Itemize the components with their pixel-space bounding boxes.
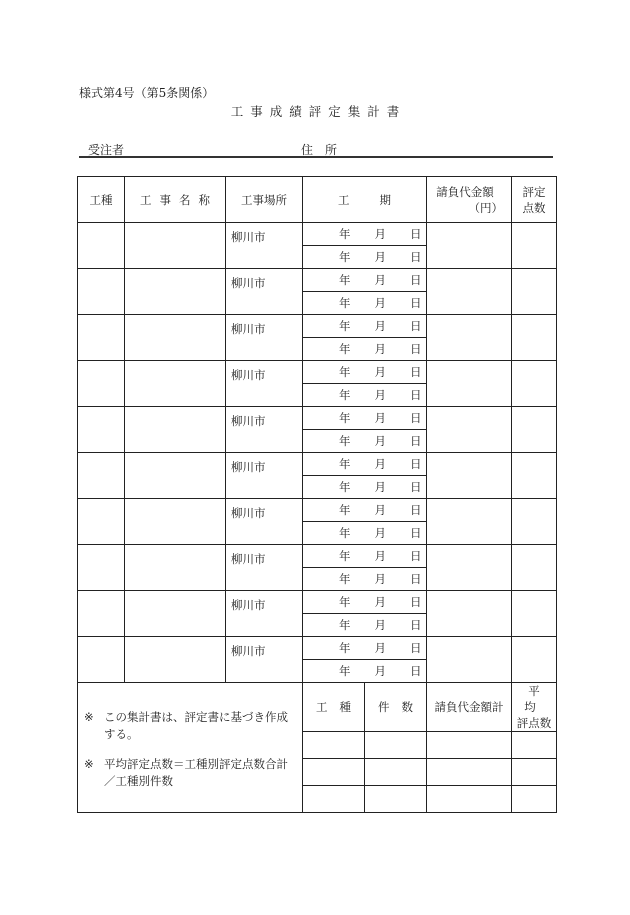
orderer-label: 受注者 bbox=[88, 143, 125, 157]
table-row bbox=[78, 361, 557, 384]
period-end-date bbox=[303, 384, 427, 407]
period-end-month-label: 月 bbox=[374, 526, 386, 540]
cell-work-type bbox=[78, 315, 125, 361]
summary-header-amount-total: 請負代金額計 bbox=[427, 683, 512, 732]
table-row bbox=[78, 407, 557, 430]
cell-work-name bbox=[125, 269, 226, 315]
period-start-year-label: 年 bbox=[339, 273, 351, 287]
period-end-day-label: 日 bbox=[410, 342, 422, 356]
summary-cell-count bbox=[365, 759, 427, 786]
cell-score bbox=[512, 637, 557, 683]
cell-work-location: 柳川市 bbox=[226, 453, 303, 499]
period-end-day-label: 日 bbox=[410, 572, 422, 586]
period-end-day-label: 日 bbox=[410, 664, 422, 678]
summary-cell-amount-total bbox=[427, 786, 512, 813]
period-start-day-label: 日 bbox=[410, 595, 422, 609]
period-end-day-label: 日 bbox=[410, 480, 422, 494]
cell-score bbox=[512, 407, 557, 453]
cell-contract-amount bbox=[427, 361, 512, 407]
period-end-day-label: 日 bbox=[410, 526, 422, 540]
cell-work-type bbox=[78, 407, 125, 453]
document-title: 工事成績評定集計書 bbox=[230, 104, 407, 119]
period-start-date bbox=[303, 223, 427, 246]
note-text: この集計書は、評定書に基づき作成する。 bbox=[104, 710, 288, 741]
cell-work-type bbox=[78, 269, 125, 315]
period-start-date bbox=[303, 315, 427, 338]
header-work-period: 工期 bbox=[303, 177, 427, 223]
table-row bbox=[78, 637, 557, 660]
period-start-year-label: 年 bbox=[339, 457, 351, 471]
period-start-day-label: 日 bbox=[410, 273, 422, 287]
contractor-line bbox=[79, 140, 553, 157]
period-start-day-label: 日 bbox=[410, 227, 422, 241]
period-end-month-label: 月 bbox=[374, 434, 386, 448]
period-start-day-label: 日 bbox=[410, 641, 422, 655]
period-end-year-label: 年 bbox=[339, 526, 351, 540]
period-start-year-label: 年 bbox=[339, 411, 351, 425]
table-row bbox=[78, 591, 557, 614]
period-end-year-label: 年 bbox=[339, 250, 351, 264]
cell-score bbox=[512, 361, 557, 407]
period-start-month-label: 月 bbox=[374, 457, 386, 471]
cell-work-location: 柳川市 bbox=[226, 315, 303, 361]
header-work-type: 工種 bbox=[78, 177, 125, 223]
period-end-date bbox=[303, 568, 427, 591]
cell-work-name bbox=[125, 637, 226, 683]
summary-cell-count bbox=[365, 732, 427, 759]
cell-work-type bbox=[78, 545, 125, 591]
cell-work-type bbox=[78, 453, 125, 499]
period-start-month-label: 月 bbox=[374, 365, 386, 379]
summary-header-avg-score-line1: 平均 bbox=[524, 684, 548, 714]
summary-header-avg-score-line2: 評点数 bbox=[516, 716, 552, 730]
period-start-month-label: 月 bbox=[374, 273, 386, 287]
period-start-month-label: 月 bbox=[374, 411, 386, 425]
period-end-day-label: 日 bbox=[410, 250, 422, 264]
summary-cell-avg-score bbox=[512, 732, 557, 759]
table-row bbox=[78, 453, 557, 476]
period-end-month-label: 月 bbox=[374, 664, 386, 678]
cell-work-location: 柳川市 bbox=[226, 499, 303, 545]
cell-score bbox=[512, 453, 557, 499]
period-start-month-label: 月 bbox=[374, 319, 386, 333]
period-end-year-label: 年 bbox=[339, 388, 351, 402]
table-header-row bbox=[78, 177, 557, 223]
note-text: 平均評定点数＝工種別評定点数合計／工種別件数 bbox=[104, 757, 288, 788]
cell-work-location: 柳川市 bbox=[226, 361, 303, 407]
period-end-date bbox=[303, 338, 427, 361]
summary-header-avg-score bbox=[512, 683, 557, 732]
cell-work-type bbox=[78, 637, 125, 683]
cell-work-type bbox=[78, 223, 125, 269]
cell-work-location: 柳川市 bbox=[226, 545, 303, 591]
summary-cell-avg-score bbox=[512, 786, 557, 813]
period-start-day-label: 日 bbox=[410, 365, 422, 379]
period-start-date bbox=[303, 545, 427, 568]
period-end-date bbox=[303, 292, 427, 315]
table-row bbox=[78, 315, 557, 338]
notes-cell bbox=[78, 683, 303, 813]
period-end-month-label: 月 bbox=[374, 342, 386, 356]
cell-score bbox=[512, 315, 557, 361]
summary-cell-work-type bbox=[303, 759, 365, 786]
period-end-date bbox=[303, 522, 427, 545]
cell-score bbox=[512, 545, 557, 591]
summary-cell-work-type bbox=[303, 732, 365, 759]
summary-cell-avg-score bbox=[512, 759, 557, 786]
period-start-date bbox=[303, 407, 427, 430]
period-start-day-label: 日 bbox=[410, 549, 422, 563]
cell-score bbox=[512, 499, 557, 545]
cell-work-name bbox=[125, 223, 226, 269]
period-start-date bbox=[303, 499, 427, 522]
period-start-month-label: 月 bbox=[374, 503, 386, 517]
period-start-date bbox=[303, 361, 427, 384]
summary-cell-work-type bbox=[303, 786, 365, 813]
period-end-day-label: 日 bbox=[410, 296, 422, 310]
cell-contract-amount bbox=[427, 269, 512, 315]
cell-work-name bbox=[125, 591, 226, 637]
cell-contract-amount bbox=[427, 407, 512, 453]
header-score-line1: 評定 bbox=[522, 184, 546, 199]
period-end-month-label: 月 bbox=[374, 296, 386, 310]
contractor-underline bbox=[79, 157, 553, 158]
cell-work-location: 柳川市 bbox=[226, 407, 303, 453]
header-contract-amount bbox=[427, 177, 512, 223]
period-start-month-label: 月 bbox=[374, 227, 386, 241]
header-work-name: 工事名称 bbox=[125, 177, 226, 223]
period-start-year-label: 年 bbox=[339, 549, 351, 563]
summary-cell-amount-total bbox=[427, 759, 512, 786]
period-start-year-label: 年 bbox=[339, 641, 351, 655]
cell-contract-amount bbox=[427, 223, 512, 269]
cell-contract-amount bbox=[427, 591, 512, 637]
cell-work-type bbox=[78, 499, 125, 545]
period-end-year-label: 年 bbox=[339, 480, 351, 494]
table-row bbox=[78, 545, 557, 568]
cell-score bbox=[512, 591, 557, 637]
period-start-year-label: 年 bbox=[339, 595, 351, 609]
note-item bbox=[84, 756, 296, 790]
period-end-year-label: 年 bbox=[339, 434, 351, 448]
summary-header-work-type: 工種 bbox=[303, 683, 365, 732]
header-work-location: 工事場所 bbox=[226, 177, 303, 223]
period-end-month-label: 月 bbox=[374, 480, 386, 494]
header-score bbox=[512, 177, 557, 223]
note-mark: ※ bbox=[84, 710, 94, 724]
period-end-month-label: 月 bbox=[374, 250, 386, 264]
period-end-year-label: 年 bbox=[339, 572, 351, 586]
period-end-date bbox=[303, 476, 427, 499]
period-end-year-label: 年 bbox=[339, 296, 351, 310]
period-start-year-label: 年 bbox=[339, 365, 351, 379]
cell-work-name bbox=[125, 407, 226, 453]
period-start-month-label: 月 bbox=[374, 595, 386, 609]
period-start-day-label: 日 bbox=[410, 319, 422, 333]
header-score-line2: 点数 bbox=[522, 200, 546, 215]
table-row bbox=[78, 269, 557, 292]
table-row bbox=[78, 223, 557, 246]
cell-work-name bbox=[125, 499, 226, 545]
period-end-day-label: 日 bbox=[410, 388, 422, 402]
summary-cell-amount-total bbox=[427, 732, 512, 759]
period-start-month-label: 月 bbox=[374, 641, 386, 655]
period-end-year-label: 年 bbox=[339, 342, 351, 356]
period-start-day-label: 日 bbox=[410, 503, 422, 517]
cell-score bbox=[512, 269, 557, 315]
period-start-year-label: 年 bbox=[339, 227, 351, 241]
cell-work-location: 柳川市 bbox=[226, 591, 303, 637]
cell-work-type bbox=[78, 361, 125, 407]
period-start-year-label: 年 bbox=[339, 319, 351, 333]
cell-score bbox=[512, 223, 557, 269]
note-item bbox=[84, 709, 296, 743]
period-end-date bbox=[303, 660, 427, 683]
header-contract-amount-unit: （円） bbox=[468, 200, 503, 215]
period-end-month-label: 月 bbox=[374, 388, 386, 402]
table-row bbox=[78, 499, 557, 522]
period-start-date bbox=[303, 637, 427, 660]
cell-contract-amount bbox=[427, 637, 512, 683]
note-mark: ※ bbox=[84, 757, 94, 771]
period-end-day-label: 日 bbox=[410, 434, 422, 448]
period-start-month-label: 月 bbox=[374, 549, 386, 563]
summary-header-row bbox=[78, 683, 557, 732]
cell-work-location: 柳川市 bbox=[226, 223, 303, 269]
period-start-date bbox=[303, 269, 427, 292]
cell-work-type bbox=[78, 591, 125, 637]
period-end-year-label: 年 bbox=[339, 664, 351, 678]
period-end-date bbox=[303, 430, 427, 453]
cell-contract-amount bbox=[427, 545, 512, 591]
period-start-date bbox=[303, 453, 427, 476]
period-end-month-label: 月 bbox=[374, 618, 386, 632]
cell-work-location: 柳川市 bbox=[226, 637, 303, 683]
cell-work-location: 柳川市 bbox=[226, 269, 303, 315]
summary-cell-count bbox=[365, 786, 427, 813]
period-start-day-label: 日 bbox=[410, 411, 422, 425]
cell-contract-amount bbox=[427, 315, 512, 361]
cell-contract-amount bbox=[427, 453, 512, 499]
period-start-day-label: 日 bbox=[410, 457, 422, 471]
period-end-day-label: 日 bbox=[410, 618, 422, 632]
period-start-date bbox=[303, 591, 427, 614]
header-contract-amount-line1: 請負代金額 bbox=[436, 184, 494, 199]
period-end-month-label: 月 bbox=[374, 572, 386, 586]
period-end-year-label: 年 bbox=[339, 618, 351, 632]
address-label: 住所 bbox=[301, 143, 350, 157]
period-end-date bbox=[303, 614, 427, 637]
summary-header-count: 件数 bbox=[365, 683, 427, 732]
cell-work-name bbox=[125, 545, 226, 591]
cell-contract-amount bbox=[427, 499, 512, 545]
period-start-year-label: 年 bbox=[339, 503, 351, 517]
period-end-date bbox=[303, 246, 427, 269]
form-number-label: 様式第4号（第5条関係） bbox=[79, 86, 215, 100]
cell-work-name bbox=[125, 315, 226, 361]
cell-work-name bbox=[125, 453, 226, 499]
evaluation-summary-table bbox=[77, 176, 557, 813]
cell-work-name bbox=[125, 361, 226, 407]
